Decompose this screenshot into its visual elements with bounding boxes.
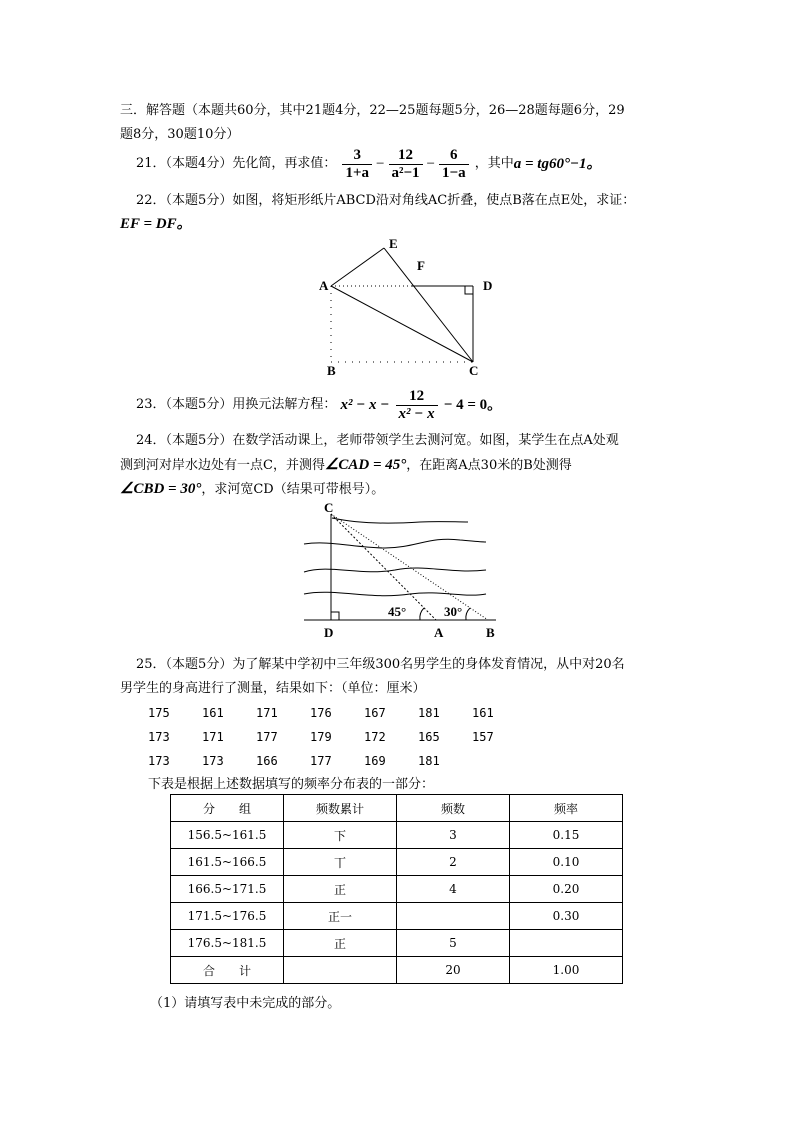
table-header: 分 组 <box>171 795 284 822</box>
question-22-line2: EF = DF。 <box>120 216 192 232</box>
data-row-3 <box>148 754 472 768</box>
table-header-row <box>171 795 623 822</box>
q23-lhs: x² − x − <box>340 397 390 413</box>
question-23 <box>136 387 502 424</box>
table-cell <box>397 903 510 930</box>
table-row <box>171 822 623 849</box>
table-intro: 下表是根据上述数据填写的频率分布表的一部分： <box>148 777 435 792</box>
data-value: 172 <box>364 730 386 744</box>
data-row-1 <box>148 706 526 720</box>
data-value: 177 <box>310 754 332 768</box>
table-cell: 正 <box>284 930 397 957</box>
table-cell <box>284 957 397 984</box>
q21-fraction-2 <box>389 147 423 182</box>
table-cell: 0.30 <box>510 903 623 930</box>
table-header: 频数 <box>397 795 510 822</box>
question-22-line1: 22．（本题5分）如图，将矩形纸片ABCD沿对角线AC折叠，使点B落在点E处，求证： <box>136 193 636 208</box>
table-row <box>171 849 623 876</box>
q23-prefix: 23．（本题5分）用换元法解方程： <box>136 397 337 412</box>
data-value: 171 <box>202 730 224 744</box>
table-cell: 正一 <box>284 903 397 930</box>
section-header-line2: 题8分，30题10分） <box>120 127 240 142</box>
table-cell: 正 <box>284 876 397 903</box>
label-angle-30: 30° <box>444 604 463 619</box>
q21-frac2-num: 12 <box>389 147 423 165</box>
table-cell: 0.20 <box>510 876 623 903</box>
data-value: 167 <box>364 706 386 720</box>
question-24-line1: 24．（本题5分）在数学活动课上，老师带领学生去测河宽。如图，某学生在点A处观 <box>136 433 619 448</box>
data-value: 176 <box>310 706 332 720</box>
table-header: 频率 <box>510 795 623 822</box>
q21-fraction-1 <box>342 147 372 182</box>
river-wave-1 <box>332 518 468 523</box>
q25-subquestion-1: （1）请填写表中未完成的部分。 <box>150 996 341 1011</box>
table-cell: 171.5~176.5 <box>171 903 284 930</box>
q23-frac-num: 12 <box>396 388 438 406</box>
table-row <box>171 876 623 903</box>
table-row <box>171 903 623 930</box>
data-value: 161 <box>202 706 224 720</box>
frequency-table <box>170 794 623 984</box>
question-21: 21．（本题4分）先化简，再求值： $\frac{3}{1+a}$ − $\frac{12}{\text{a²−1}}$ − $\frac{6}{1-a}$ ，其中a = tg60°−1。 <box>136 146 602 181</box>
q23-fraction <box>396 388 438 423</box>
table-cell: 合 计 <box>171 957 284 984</box>
table-cell: 176.5~181.5 <box>171 930 284 957</box>
table-cell: 20 <box>397 957 510 984</box>
edge-ae <box>331 248 384 286</box>
label-d: D <box>483 278 493 293</box>
label-b: B <box>327 363 336 378</box>
question-25-line1: 25．（本题5分）为了解某中学初中三年级300名男学生的身体发育情况，从中对20名 <box>136 657 625 672</box>
table-cell <box>510 930 623 957</box>
table-cell: 0.15 <box>510 822 623 849</box>
data-value: 173 <box>148 730 170 744</box>
table-cell: 166.5~171.5 <box>171 876 284 903</box>
section-header-line1: 三．解答题（本题共60分，其中21题4分，22—25题每题5分，26—28题每题6分，29 <box>120 103 625 118</box>
data-value: 171 <box>256 706 278 720</box>
table-cell: 0.10 <box>510 849 623 876</box>
q24-line2-text-a: 测到河对岸水边处有一点C，并测得 <box>120 458 325 473</box>
q24-angle-cbd: ∠CBD = 30° <box>120 481 202 497</box>
right-angle-d <box>331 612 339 620</box>
q21-where: ，其中 <box>474 156 514 171</box>
q24-line3-text: ，求河宽CD（结果可带根号）。 <box>201 482 385 497</box>
data-value: 169 <box>364 754 386 768</box>
edge-ec <box>384 248 473 362</box>
table-row <box>171 930 623 957</box>
q23-frac-den: x² − x <box>398 405 435 422</box>
q21-prefix: 21．（本题4分）先化简，再求值： <box>136 156 337 171</box>
table-cell: 3 <box>397 822 510 849</box>
data-value: 181 <box>418 706 440 720</box>
data-value: 161 <box>472 706 494 720</box>
table-cell: 5 <box>397 930 510 957</box>
table-total-row <box>171 957 623 984</box>
label-e: E <box>389 236 398 251</box>
q21-frac3-den: 1−a <box>442 164 466 181</box>
table-header: 频数累计 <box>284 795 397 822</box>
question-24-line3 <box>120 480 384 499</box>
data-value: 157 <box>472 730 494 744</box>
q21-frac2-den: a²−1 <box>391 164 420 181</box>
data-value: 165 <box>418 730 440 744</box>
table-cell: 1.00 <box>510 957 623 984</box>
table-cell: 2 <box>397 849 510 876</box>
label-b: B <box>486 625 495 640</box>
data-value: 181 <box>418 754 440 768</box>
q21-condition: a = tg60°−1。 <box>513 156 602 172</box>
label-a: A <box>434 625 444 640</box>
question-25-line2: 男学生的身高进行了测量，结果如下：（单位：厘米） <box>120 681 426 696</box>
q24-line2-text-b: ，在距离A点30米的B处测得 <box>406 458 572 473</box>
figure-rectangle-fold <box>300 236 520 382</box>
data-value: 166 <box>256 754 278 768</box>
figure-river-width <box>300 500 510 642</box>
table-cell: 156.5~161.5 <box>171 822 284 849</box>
arc-30 <box>466 608 470 620</box>
right-angle-mark <box>465 286 473 294</box>
q23-rhs: − 4 = 0。 <box>443 397 503 413</box>
sight-line-cb <box>331 514 488 620</box>
data-value: 173 <box>202 754 224 768</box>
q21-frac1-den: 1+a <box>345 164 370 181</box>
q21-frac3-num: 6 <box>439 147 469 165</box>
data-value: 173 <box>148 754 170 768</box>
table-cell: 下 <box>284 822 397 849</box>
diagonal-ac <box>331 286 473 362</box>
label-c: C <box>469 363 479 378</box>
arc-45 <box>420 608 424 620</box>
q24-angle-cad: ∠CAD = 45° <box>324 457 407 473</box>
label-d: D <box>324 625 334 640</box>
data-value: 177 <box>256 730 278 744</box>
label-a: A <box>319 278 329 293</box>
data-value: 175 <box>148 706 170 720</box>
table-cell: 161.5~166.5 <box>171 849 284 876</box>
sight-line-ca <box>331 514 436 620</box>
label-angle-45: 45° <box>388 604 407 619</box>
q21-fraction-3 <box>439 147 469 182</box>
data-value: 179 <box>310 730 332 744</box>
question-24-line2 <box>120 456 572 475</box>
data-row-2 <box>148 730 526 744</box>
label-f: F <box>417 258 425 273</box>
q21-frac1-num: 3 <box>342 147 372 165</box>
table-cell: 4 <box>397 876 510 903</box>
table-cell: 丅 <box>284 849 397 876</box>
label-c: C <box>324 500 334 515</box>
